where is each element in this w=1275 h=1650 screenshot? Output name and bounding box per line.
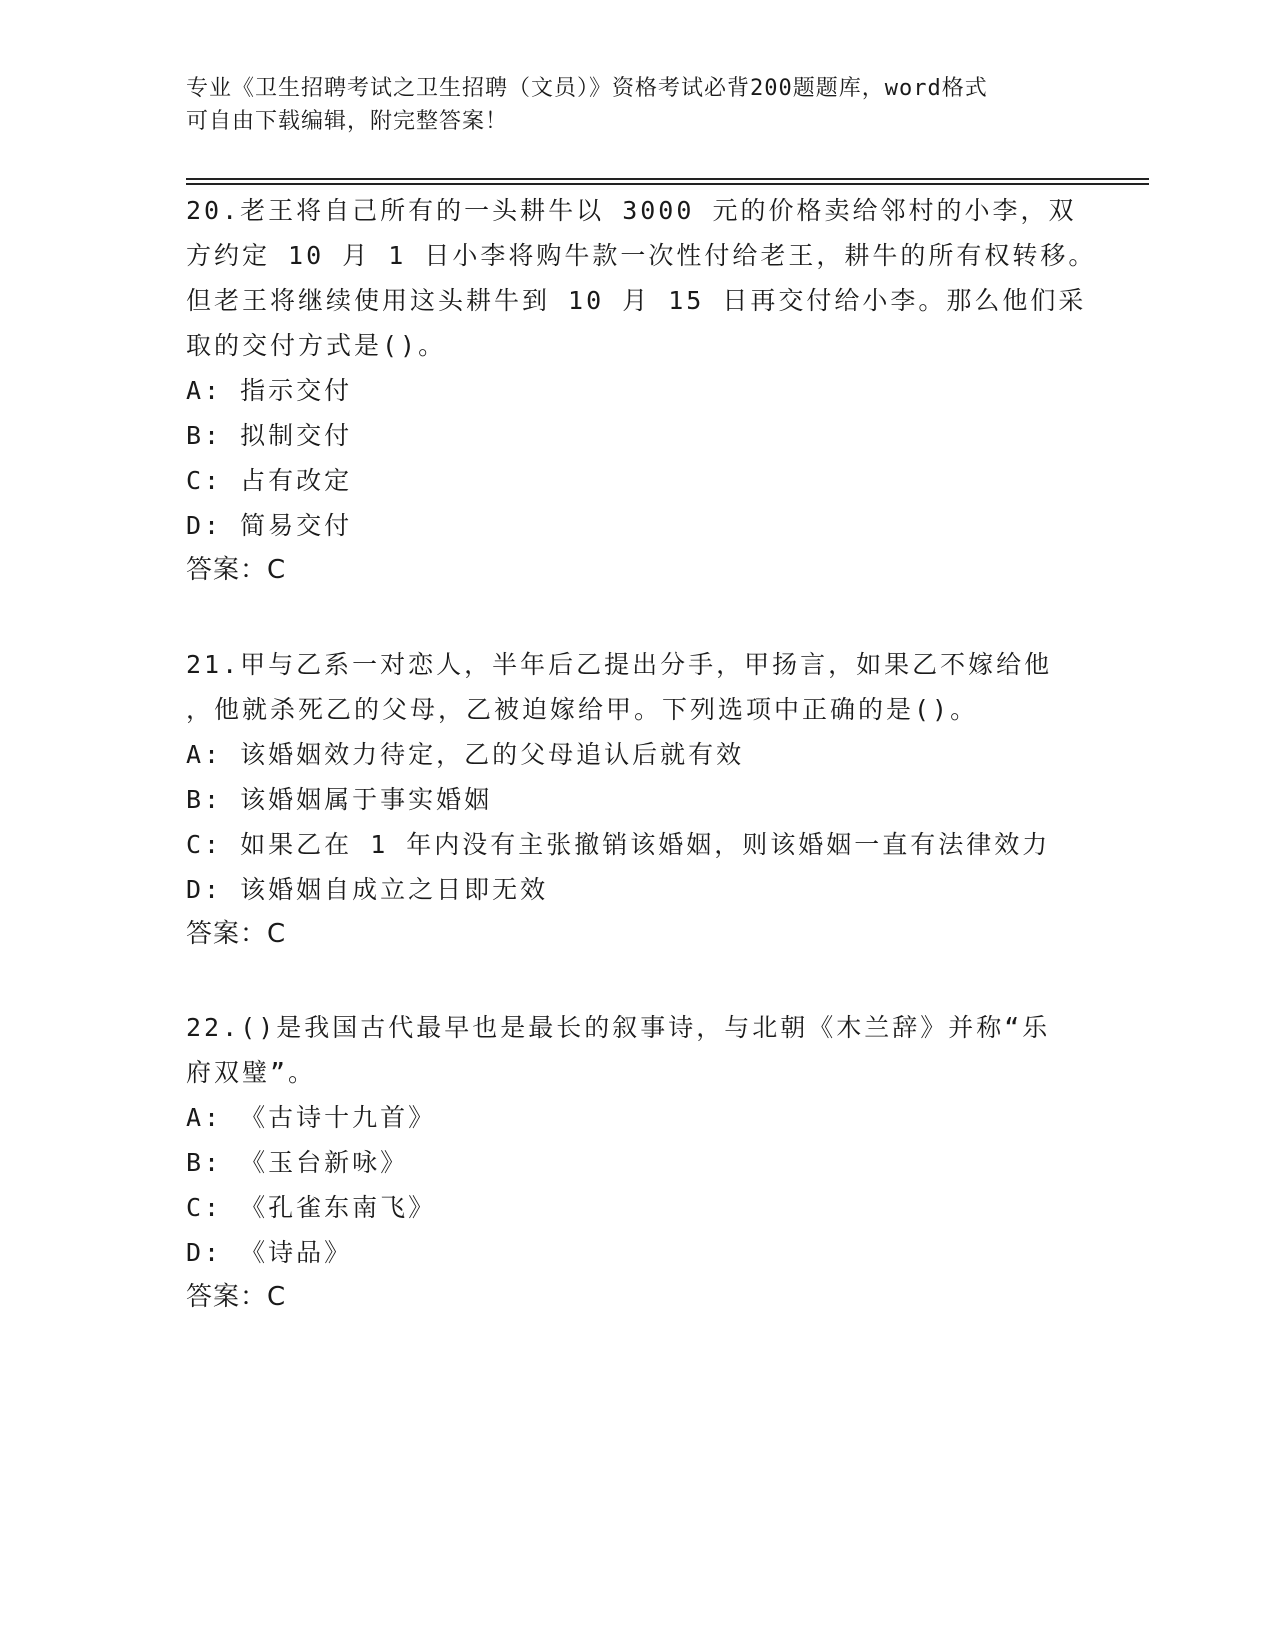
header-line-1: 专业《卫生招聘考试之卫生招聘（文员）》资格考试必背200题题库，word格式 — [186, 76, 988, 101]
question-text-line: 取的交付方式是()。 — [186, 331, 447, 360]
option-d: D: 该婚姻自成立之日即无效 — [186, 875, 549, 904]
header-divider-top — [186, 178, 1149, 180]
question-text-line: 20.老王将自己所有的一头耕牛以 3000 元的价格卖给邻村的小李，双 — [186, 196, 1077, 225]
answer-label: 答案：C — [186, 1282, 287, 1312]
question-20 — [186, 188, 1097, 593]
document-header — [186, 72, 1066, 138]
question-text-line: 府双璧”。 — [186, 1058, 317, 1087]
option-b: B: 拟制交付 — [186, 421, 353, 450]
question-22 — [186, 1005, 1086, 1320]
option-a: A: 《古诗十九首》 — [186, 1103, 437, 1132]
question-text-line: ，他就杀死乙的父母，乙被迫嫁给甲。下列选项中正确的是()。 — [186, 695, 979, 724]
option-b: B: 《玉台新咏》 — [186, 1148, 409, 1177]
option-d: D: 简易交付 — [186, 511, 353, 540]
answer-label: 答案：C — [186, 919, 287, 949]
question-text-line: 但老王将继续使用这头耕牛到 10 月 15 日再交付给小李。那么他们采 — [186, 286, 1087, 315]
question-text-line: 21.甲与乙系一对恋人，半年后乙提出分手，甲扬言，如果乙不嫁给他 — [186, 650, 1053, 679]
question-21 — [186, 642, 1086, 957]
option-c: C: 如果乙在 1 年内没有主张撤销该婚姻，则该婚姻一直有法律效力 — [186, 830, 1051, 859]
header-divider-bottom — [186, 183, 1149, 185]
header-line-2: 可自由下载编辑，附完整答案！ — [186, 109, 509, 134]
question-text-line: 方约定 10 月 1 日小李将购牛款一次性付给老王，耕牛的所有权转移。 — [186, 241, 1097, 270]
option-c: C: 《孔雀东南飞》 — [186, 1193, 437, 1222]
option-b: B: 该婚姻属于事实婚姻 — [186, 785, 493, 814]
question-text-line: 22.()是我国古代最早也是最长的叙事诗，与北朝《木兰辞》并称“乐 — [186, 1013, 1051, 1042]
option-c: C: 占有改定 — [186, 466, 353, 495]
option-a: A: 该婚姻效力待定，乙的父母追认后就有效 — [186, 740, 745, 769]
option-a: A: 指示交付 — [186, 376, 353, 405]
answer-label: 答案：C — [186, 555, 287, 585]
option-d: D: 《诗品》 — [186, 1238, 353, 1267]
